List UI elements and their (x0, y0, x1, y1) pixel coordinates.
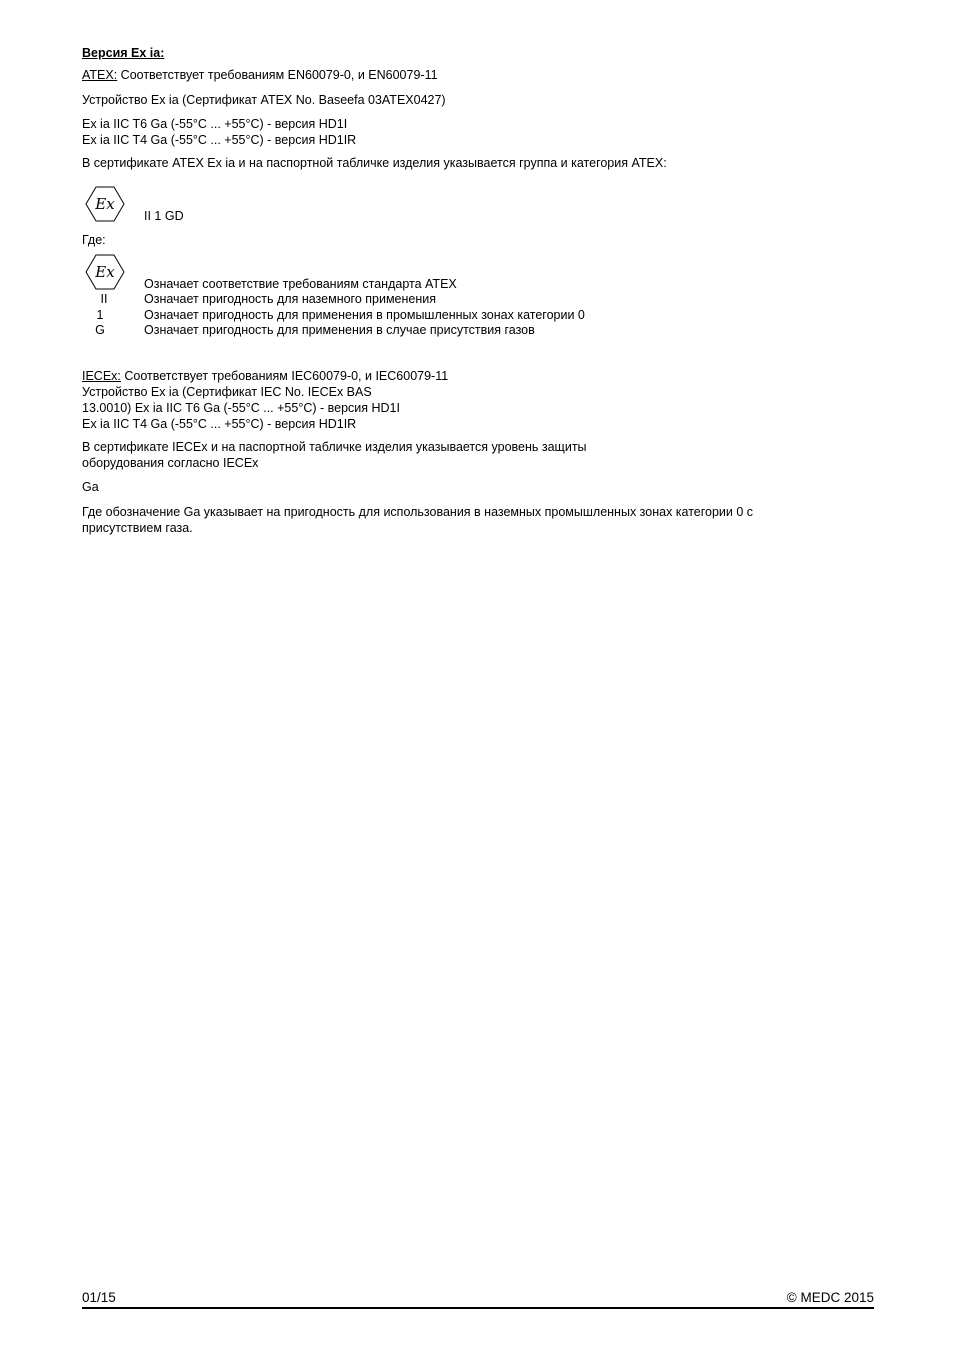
atex-compliance (82, 67, 438, 83)
atex-rating-2: Ex ia IIC T4 Ga (-55°C ... +55°C) - версия HD1IR (82, 133, 357, 147)
atex-compliance-text: Соответствует требованиям EN60079-0, и EN60079-11 (117, 68, 438, 82)
svg-text:Ex: Ex (95, 263, 115, 281)
copyright: © MEDC 2015 (786, 1290, 874, 1305)
ex-hexagon-icon (84, 254, 126, 290)
legend-symbol: G (95, 323, 105, 337)
iecex-rating-2: Ex ia IIC T4 Ga (-55°C ... +55°C) - версия HD1IR (82, 417, 357, 431)
atex-device: Устройство Ex ia (Сертификат ATEX No. Baseefa 03ATEX0427) (82, 93, 446, 107)
atex-label: ATEX: (82, 68, 118, 82)
section-heading: Версия Ex ia: (82, 46, 165, 60)
iecex-level-note-cont: присутствием газа. (82, 521, 193, 535)
legend-symbol: II (100, 292, 108, 306)
iecex-label: IECEx: (82, 369, 121, 383)
iecex-compliance-text: Соответствует требованиям IEC60079-0, и IEC60079-11 (120, 369, 449, 383)
atex-rating-1: Ex ia IIC T6 Ga (-55°C ... +55°C) - версия HD1I (82, 117, 348, 131)
ex-hexagon-icon (84, 186, 126, 222)
svg-text:Ex: Ex (95, 195, 115, 213)
where-label: Где: (82, 233, 106, 247)
iecex-device: Устройство Ex ia (Сертификат IEC No. IECEx BAS (82, 385, 372, 399)
legend-symbol: 1 (96, 308, 104, 322)
iecex-level-note: Где обозначение Ga указывает на пригодность для использования в наземных промышленных зонах категории 0 с (82, 505, 754, 519)
legend-text: Означает пригодность для применения в случае присутствия газов (144, 323, 535, 337)
iecex-level: Ga (82, 480, 99, 494)
iecex-rating-1: 13.0010) Ex ia IIC T6 Ga (-55°C ... +55°C) - версия HD1I (82, 401, 400, 415)
atex-cert-note: В сертификате ATEX Ex ia и на паспортной табличке изделия указывается группа и категория ATEX: (82, 156, 667, 170)
footer-divider (82, 1307, 874, 1309)
iecex-compliance (82, 368, 448, 384)
page-number: 01/15 (82, 1290, 116, 1305)
legend-text: Означает пригодность для применения в промышленных зонах категории 0 (144, 308, 585, 322)
legend-text-atex: Означает соответствие требованиям стандарта ATEX (144, 277, 457, 291)
iecex-cert-note: В сертификате IECEx и на паспортной табличке изделия указывается уровень защиты (82, 440, 587, 454)
legend-text: Означает пригодность для наземного применения (144, 292, 437, 306)
iecex-cert-note-cont: оборудования согласно IECEx (82, 456, 259, 470)
atex-marking: II 1 GD (144, 209, 184, 223)
